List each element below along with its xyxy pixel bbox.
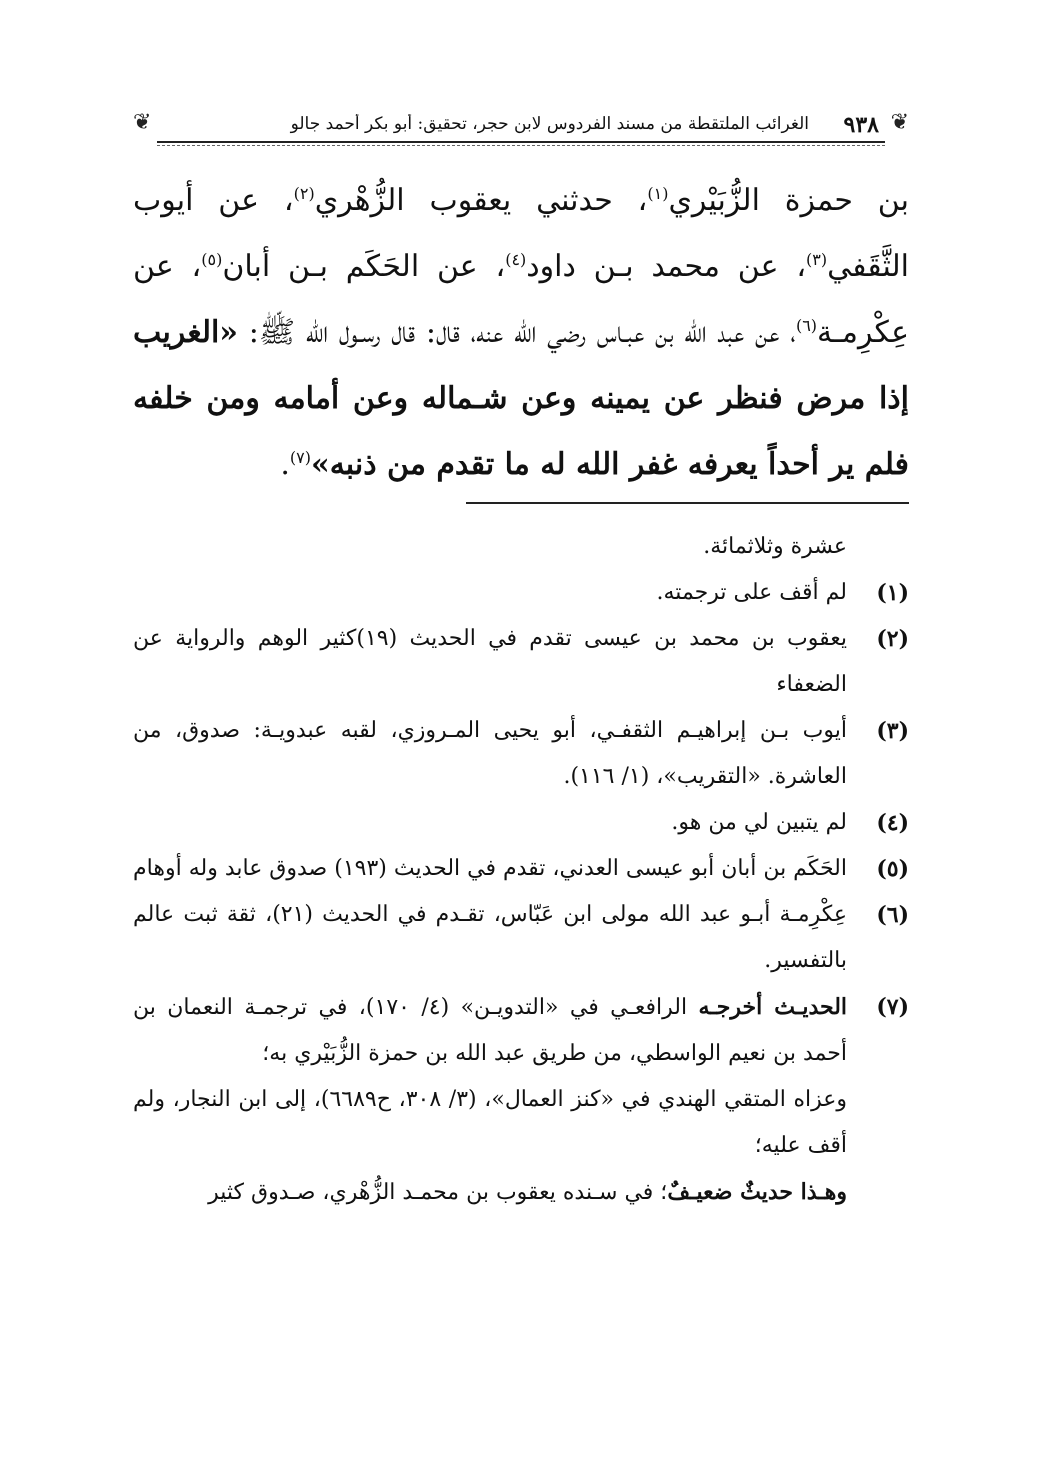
footnote-text: الحَكَم بن أبان أبو عيسى العدني، تقدم في الحديث (١٩٣) صدوق عابد وله أوهام — [133, 856, 847, 881]
footnote-number: (٢) — [876, 626, 909, 652]
header-rule-dashed — [157, 145, 885, 146]
text-run: . — [280, 447, 290, 482]
text-run: ، عن عِكْرِمـة — [133, 249, 909, 350]
footnote-ref[interactable]: (٥) — [201, 250, 223, 269]
footnote-item — [133, 846, 909, 892]
footnote-number: (٦) — [876, 902, 909, 928]
footnote-continuation: وعزاه المتقي الهندي في «كنز العمال»، (٣/ ٣٠٨، ح٦٦٨٩)، إلى ابن النجار، ولم أقف عليه؛ — [133, 1087, 847, 1158]
footnote-number: (٥) — [876, 856, 909, 882]
footnotes — [133, 524, 909, 1216]
text-run: ، حدثني يعقوب الزُّهْري — [314, 183, 648, 218]
text-run: ، عن عبد الله بن عبـاس رضي الله عنه، قال: قال رسـول الله ﷺ: — [238, 315, 796, 350]
footnote-continuation — [133, 1169, 909, 1216]
footnote-number: (١) — [876, 580, 909, 606]
footnote-number: (٣) — [876, 718, 909, 744]
footnote-ref[interactable]: (٤) — [505, 250, 527, 269]
footnote-text: لم أقف على ترجمته. — [656, 580, 847, 605]
footnote-separator — [466, 502, 909, 504]
page-header — [133, 104, 909, 148]
text-run: ، عن أيوب الثَّقَفي — [133, 183, 909, 284]
text-run: بن حمزة الزُّبَيْري — [668, 183, 909, 218]
footnote-text: يعقوب بن محمد بن عيسى تقدم في الحديث (١٩)كثير الوهم والرواية عن الضعفاء — [133, 626, 847, 697]
footnote-item — [133, 984, 909, 1077]
header-rule — [157, 141, 885, 143]
footnote-text — [133, 984, 847, 1077]
footnote-bold: الحديـث أخرجـه — [698, 994, 848, 1020]
footnote-ref[interactable]: (٦) — [795, 316, 818, 335]
ornament-right-icon: ❦ — [890, 110, 909, 135]
page-number: ٩٣٨ — [843, 112, 879, 138]
main-text — [133, 168, 909, 498]
footnote-carry-over: عشرة وثلاثمائة. — [703, 534, 847, 559]
ornament-left-icon: ❦ — [133, 110, 152, 135]
main-paragraph — [133, 168, 909, 498]
footnote-item — [133, 616, 909, 708]
text-run: ، عن الحَكَم بـن أبان — [222, 249, 506, 284]
footnote-item — [133, 570, 909, 616]
footnote-text: لم يتبين لي من هو. — [671, 810, 847, 835]
text-run: ؛ في سـنده يعقوب بن محمـد الزُّهْري، صـدوق كثير — [208, 1180, 668, 1205]
footnote-text: أيوب بـن إبراهيـم الثقفـي، أبو يحيى المـروزي، لقبه عبدويـة: صدوق، من العاشرة. «التقريب»، (١/ ١١٦). — [133, 718, 847, 789]
footnote-item — [133, 708, 909, 800]
footnote-ref[interactable]: (٧) — [289, 448, 311, 467]
running-title: الغرائب الملتقطة من مسند الفردوس لابن حجر، تحقيق: أبو بكر أحمد جالو — [290, 114, 809, 134]
text-run: الرافعـي في «التدويـن» (٤/ ١٧٠)، في ترجمـة النعمان بن أحمد بن نعيم الواسطي، من طريق عبد الله بن حمزة الزُّبَيْري به؛ — [133, 995, 847, 1066]
footnote-ref[interactable]: (١) — [647, 184, 669, 203]
footnote-text: عِكْرِمـة أبـو عبد الله مولى ابن عَبّاس، تقـدم في الحديث (٢١)، ثقة ثبت عالم بالتفسير. — [133, 902, 847, 973]
footnote-item — [133, 892, 909, 984]
footnote-number: (٧) — [876, 994, 909, 1020]
footnote-ref[interactable]: (٢) — [293, 184, 315, 203]
footnote-ref[interactable]: (٣) — [806, 250, 828, 269]
text-run: ، عن محمد بـن داود — [526, 249, 807, 284]
hadith-text: «الغريب إذا مرض فنظر عن يمينه وعن شـماله وعن أمامه ومن خلفه فلم ير أحداً يعرفه غفر الله له ما تقدم من ذنبه» — [133, 315, 909, 482]
footnote-bold: وهـذا حديثٌ ضعيـفٌ — [667, 1179, 847, 1205]
footnote-item — [133, 800, 909, 846]
footnote-number: (٤) — [876, 810, 909, 836]
